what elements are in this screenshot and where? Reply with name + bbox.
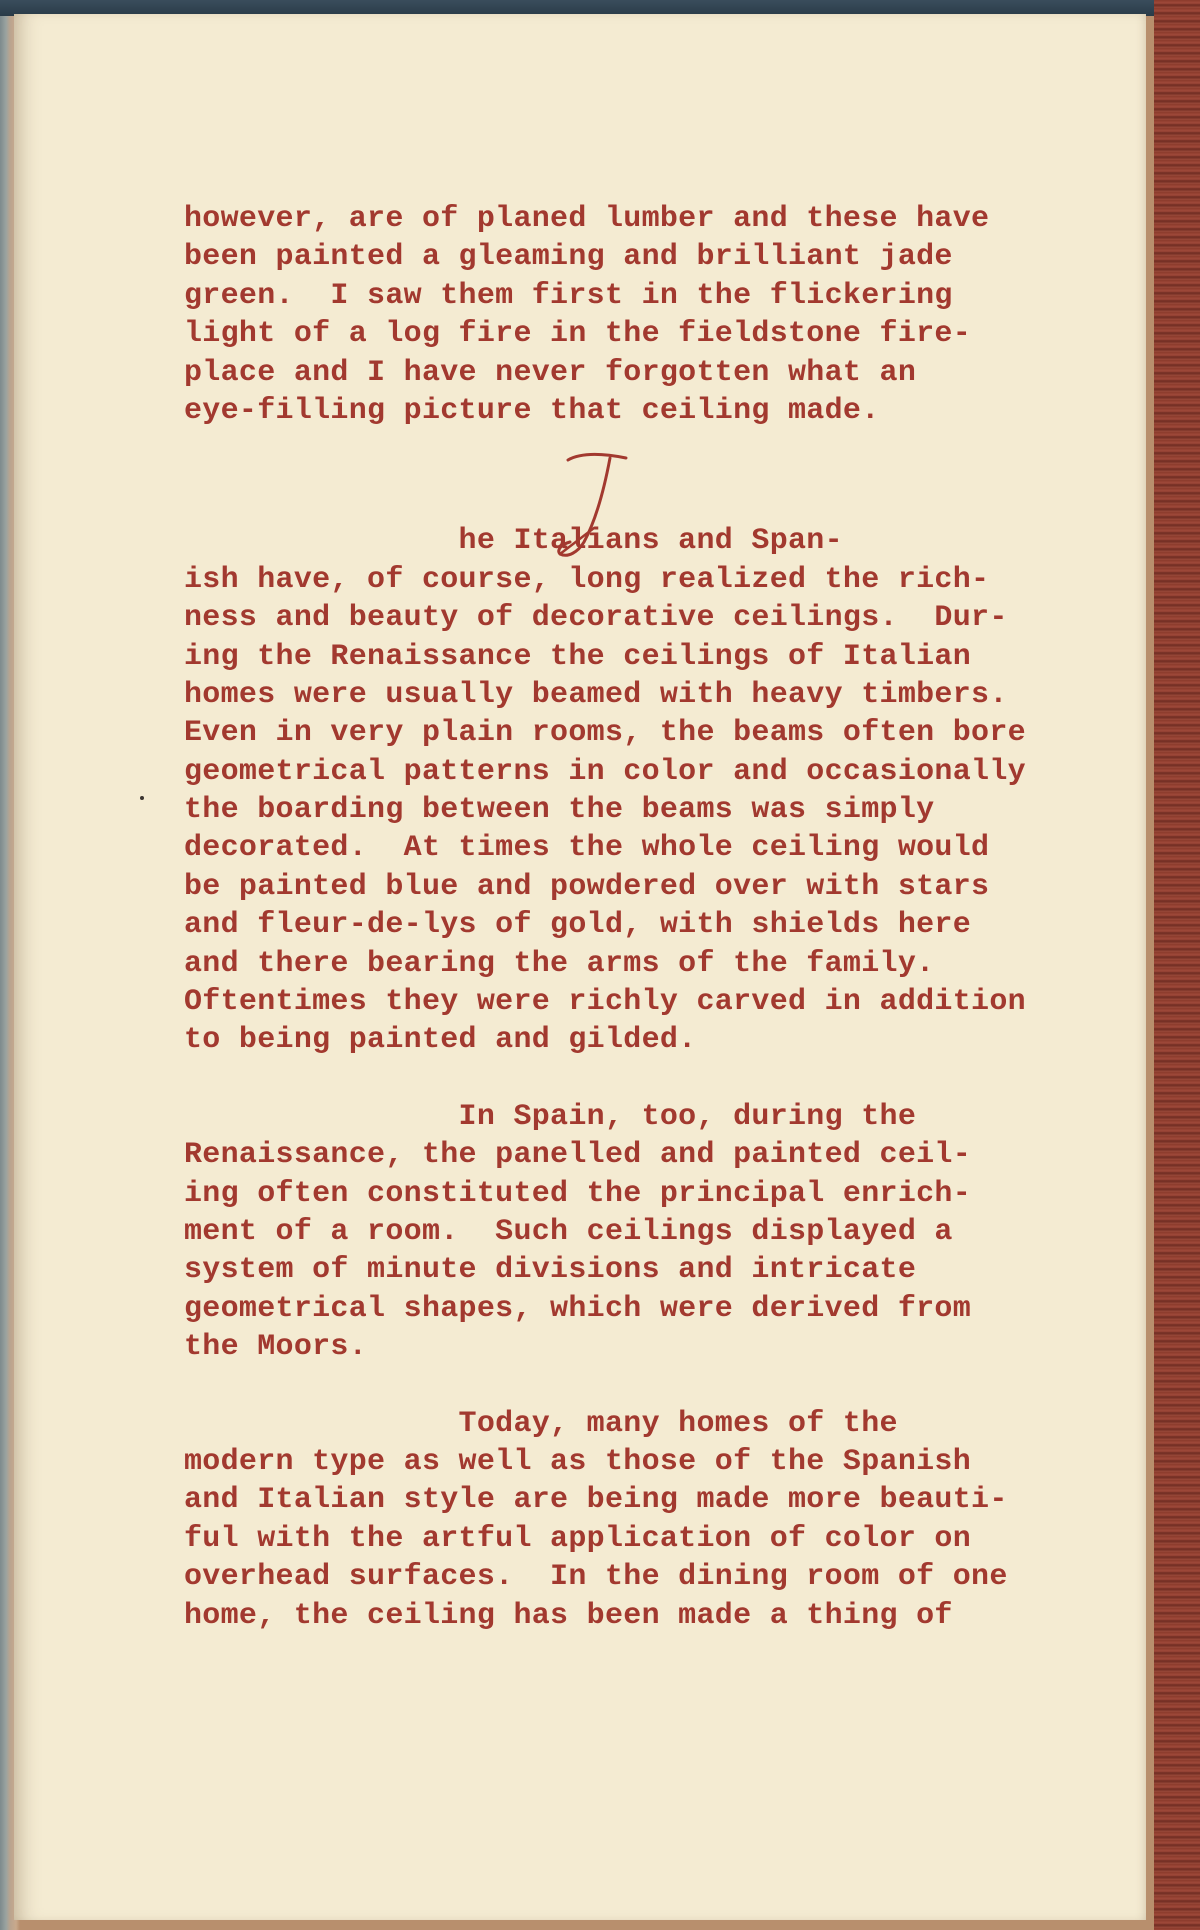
text-line: been painted a gleaming and brilliant jade [184, 240, 953, 275]
paragraph-3 [184, 1098, 1084, 1367]
text-line: and there bearing the arms of the family. [184, 946, 935, 981]
paragraph-2 [184, 522, 1084, 1059]
text-line: and fleur-de-lys of gold, with shields here [184, 908, 972, 943]
text-line: the Moors. [184, 1330, 368, 1365]
text-line: to being painted and gilded. [184, 1023, 697, 1058]
text-line: home, the ceiling has been made a thing of [184, 1598, 953, 1633]
text-line: In Spain, too, during the [184, 1099, 917, 1134]
text-line: Renaissance, the panelled and painted ceil- [184, 1138, 972, 1173]
text-line: ness and beauty of decorative ceilings. Dur- [184, 601, 1008, 636]
text-line: Oftentimes they were richly carved in addition [184, 985, 1026, 1020]
text-line: overhead surfaces. In the dining room of one [184, 1560, 1008, 1595]
text-line: place and I have never forgotten what an [184, 355, 917, 390]
text-line: green. I saw them first in the flickering [184, 278, 953, 313]
book-spine-edge [1154, 0, 1200, 1930]
typed-text-body [184, 200, 1084, 1635]
text-line: and Italian style are being made more beauti- [184, 1483, 1008, 1518]
text-line: geometrical shapes, which were derived from [184, 1291, 972, 1326]
text-line: light of a log fire in the fieldstone fire- [184, 317, 972, 352]
text-line: Even in very plain rooms, the beams often bore [184, 716, 1026, 751]
ink-speck [140, 796, 144, 800]
text-line: ment of a room. Such ceilings displayed a [184, 1214, 953, 1249]
text-line: ish have, of course, long realized the rich- [184, 562, 990, 597]
drop-cap-line [184, 522, 1084, 560]
text-line: eye-filling picture that ceiling made. [184, 393, 880, 428]
text-line: ing the Renaissance the ceilings of Italian [184, 639, 972, 674]
paragraph-1 [184, 200, 1084, 430]
text-line: ful with the artful application of color on [184, 1521, 972, 1556]
text-line: system of minute divisions and intricate [184, 1253, 917, 1288]
text-line: be painted blue and powdered over with stars [184, 869, 990, 904]
text-line: however, are of planed lumber and these have [184, 202, 990, 236]
text-line: the boarding between the beams was simply [184, 793, 935, 828]
text-line: ing often constituted the principal enrich- [184, 1176, 972, 1211]
text-line: geometrical patterns in color and occasionally [184, 754, 1026, 789]
text-line: homes were usually beamed with heavy timbers. [184, 677, 1008, 712]
paragraph-4 [184, 1405, 1084, 1635]
text-line: decorated. At times the whole ceiling would [184, 831, 990, 866]
text-line: Today, many homes of the [184, 1406, 898, 1441]
text-line: he Italians and Span- [184, 524, 843, 559]
ornamental-initial-t-icon [554, 450, 634, 562]
text-line: modern type as well as those of the Spanish [184, 1444, 972, 1479]
